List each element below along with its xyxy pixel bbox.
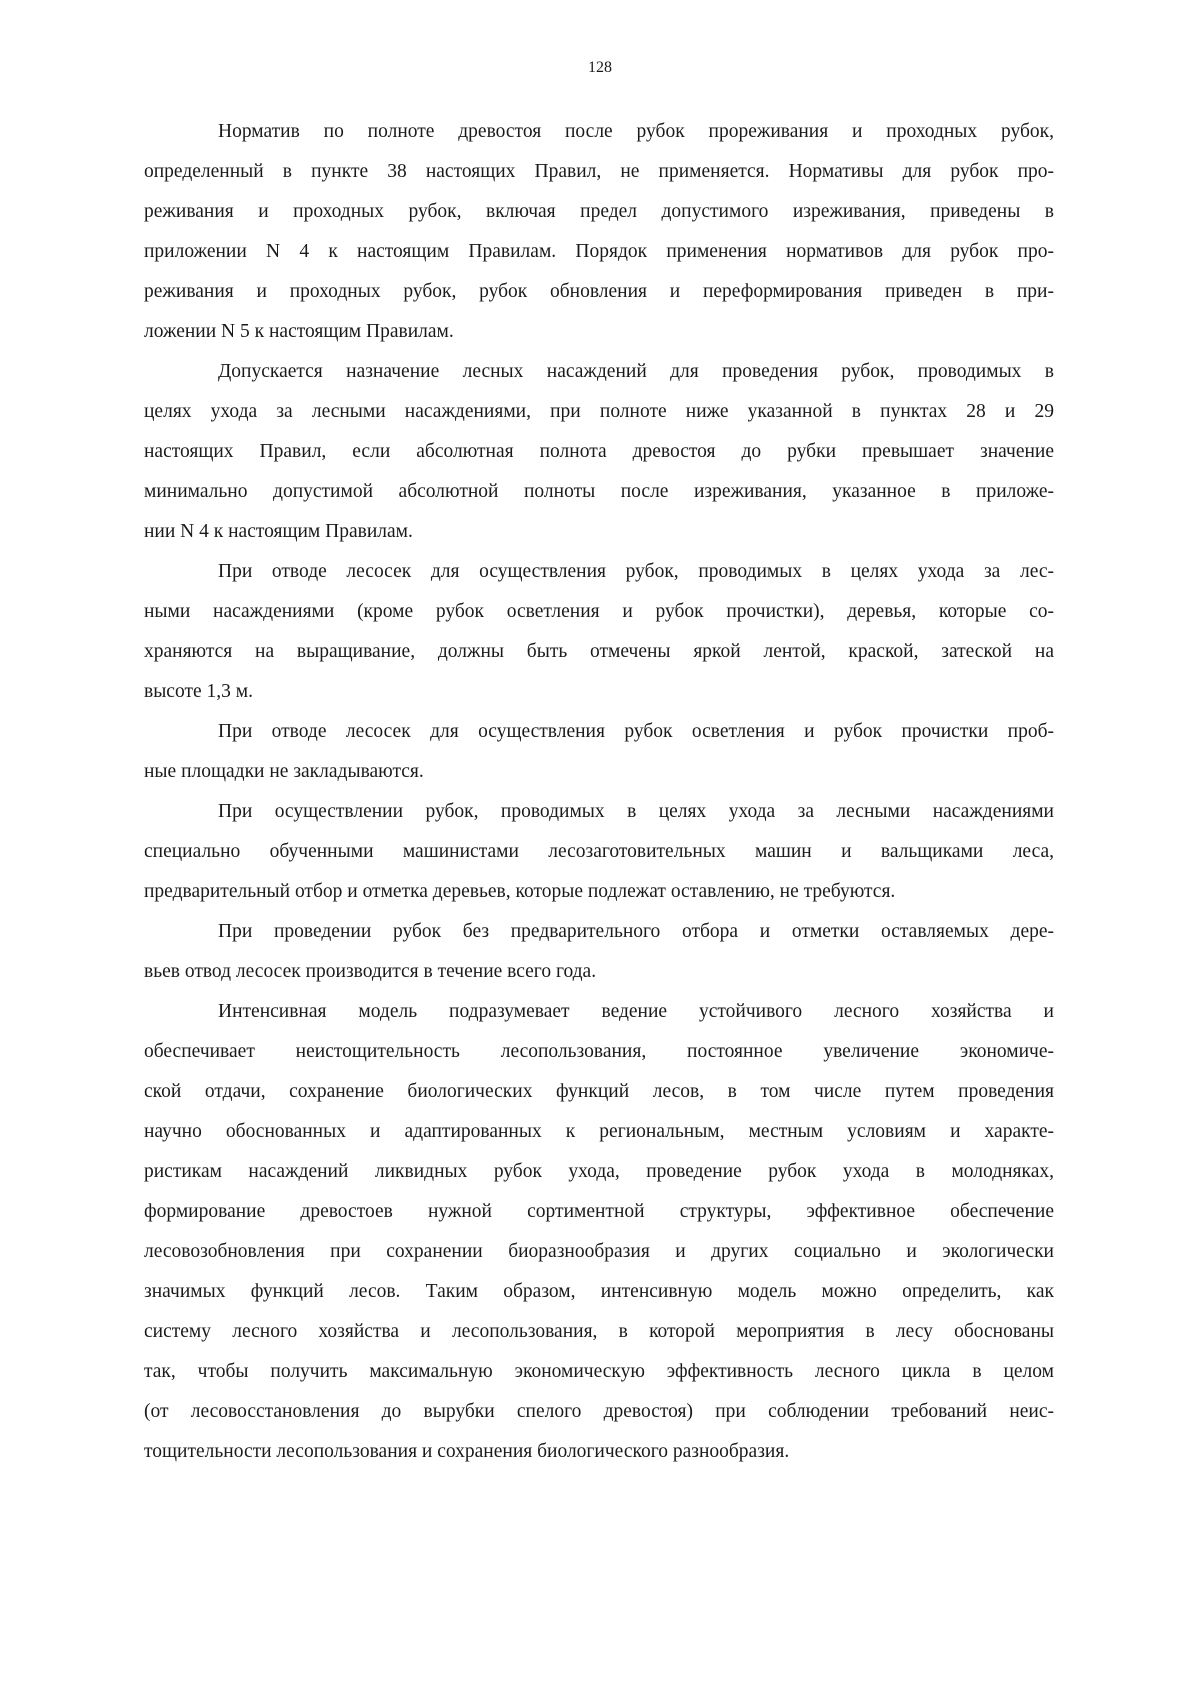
text-line: определенный в пункте 38 настоящих Правил, не применяется. Нормативы для рубок про-: [144, 161, 1054, 182]
paragraph-7: [144, 992, 1054, 1472]
text-line: предварительный отбор и отметка деревьев, которые подлежат оставлению, не требуются.: [144, 881, 896, 902]
text-line: систему лесного хозяйства и лесопользования, в которой мероприятия в лесу обоснованы: [144, 1321, 1054, 1342]
text-line: высоте 1,3 м.: [144, 681, 253, 702]
text-line: реживания и проходных рубок, включая предел допустимого изреживания, приведены в: [144, 201, 1054, 222]
paragraph-5: [144, 792, 1054, 912]
text-line: нии N 4 к настоящим Правилам.: [144, 521, 413, 542]
paragraph-3: [144, 552, 1054, 712]
text-line: обеспечивает неистощительность лесопользования, постоянное увеличение экономиче-: [144, 1041, 1054, 1062]
text-line: приложении N 4 к настоящим Правилам. Порядок применения нормативов для рубок про-: [144, 241, 1054, 262]
text-line: При отводе лесосек для осуществления рубок осветления и рубок прочистки проб-: [218, 721, 1054, 742]
text-line: формирование древостоев нужной сортиментной структуры, эффективное обеспечение: [144, 1201, 1054, 1222]
paragraph-6: [144, 912, 1054, 992]
paragraph-2: [144, 352, 1054, 552]
text-line: минимально допустимой абсолютной полноты после изреживания, указанное в приложе-: [144, 481, 1054, 502]
text-line: ристикам насаждений ликвидных рубок ухода, проведение рубок ухода в молодняках,: [144, 1161, 1054, 1182]
text-line: лесовозобновления при сохранении биоразнообразия и других социально и экологически: [144, 1241, 1054, 1262]
text-line: значимых функций лесов. Таким образом, интенсивную модель можно определить, как: [144, 1281, 1054, 1302]
paragraph-4: [144, 712, 1054, 792]
text-line: вьев отвод лесосек производится в течение всего года.: [144, 961, 597, 982]
text-line: При осуществлении рубок, проводимых в целях ухода за лесными насаждениями: [218, 801, 1054, 822]
text-line: так, чтобы получить максимальную экономическую эффективность лесного цикла в целом: [144, 1361, 1054, 1382]
document-body: [144, 112, 1054, 1472]
text-line: ные площадки не закладываются.: [144, 761, 424, 782]
paragraph-1: [144, 112, 1054, 352]
text-line: специально обученными машинистами лесозаготовительных машин и вальщиками леса,: [144, 841, 1054, 862]
text-line: храняются на выращивание, должны быть отмечены яркой лентой, краской, затеской на: [144, 641, 1054, 662]
text-line: (от лесовосстановления до вырубки спелого древостоя) при соблюдении требований неис-: [144, 1401, 1054, 1422]
page-number: 128: [588, 59, 612, 76]
text-line: ными насаждениями (кроме рубок осветления и рубок прочистки), деревья, которые со-: [144, 601, 1054, 622]
text-line: Допускается назначение лесных насаждений для проведения рубок, проводимых в: [218, 361, 1054, 382]
text-line: ложении N 5 к настоящим Правилам.: [144, 321, 454, 342]
text-line: целях ухода за лесными насаждениями, при полноте ниже указанной в пунктах 28 и 29: [144, 401, 1054, 422]
text-line: При отводе лесосек для осуществления рубок, проводимых в целях ухода за лес-: [218, 561, 1054, 582]
text-line: настоящих Правил, если абсолютная полнота древостоя до рубки превышает значение: [144, 441, 1054, 462]
text-line: реживания и проходных рубок, рубок обновления и переформирования приведен в при-: [144, 281, 1054, 302]
text-line: При проведении рубок без предварительного отбора и отметки оставляемых дере-: [218, 921, 1054, 942]
text-line: ской отдачи, сохранение биологических функций лесов, в том числе путем проведения: [144, 1081, 1054, 1102]
text-line: Интенсивная модель подразумевает ведение устойчивого лесного хозяйства и: [218, 1001, 1054, 1022]
text-line: Норматив по полноте древостоя после рубок прореживания и проходных рубок,: [218, 121, 1054, 142]
text-line: тощительности лесопользования и сохранения биологического разнообразия.: [144, 1441, 790, 1462]
text-line: научно обоснованных и адаптированных к региональным, местным условиям и характе-: [144, 1121, 1054, 1142]
